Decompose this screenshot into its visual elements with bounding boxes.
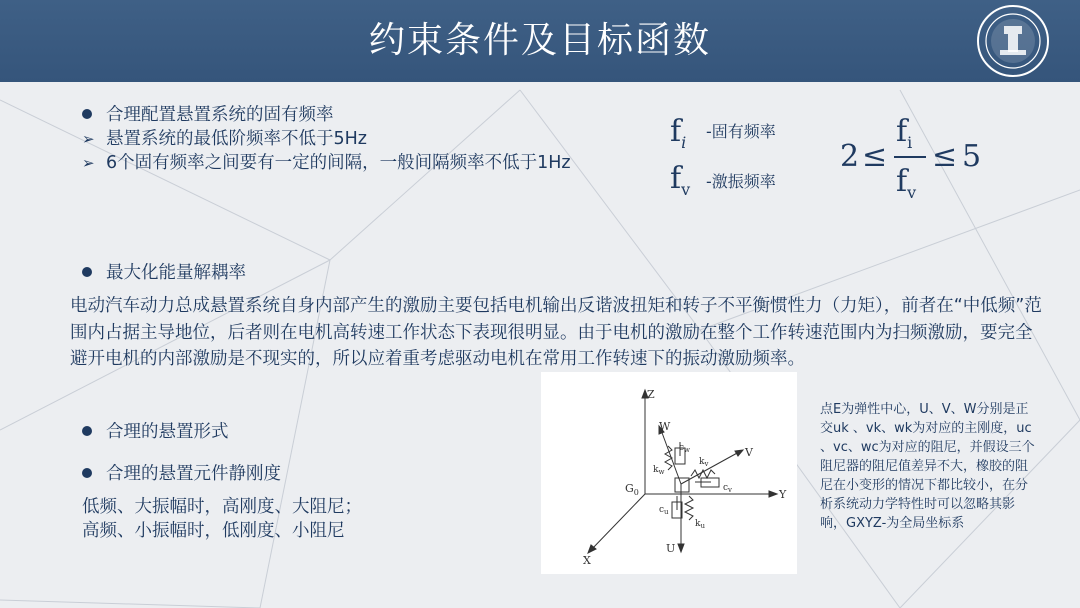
bullet-dot-icon — [82, 267, 92, 277]
cw-label: $c_w$ — [679, 443, 691, 454]
sub-item-frequency-interval — [82, 152, 571, 175]
fi-symbol: $f_i$ — [670, 114, 687, 152]
sub-item-lowest-frequency — [82, 128, 367, 151]
spring-ku — [685, 496, 693, 520]
fraction-bar — [894, 156, 926, 158]
u-label: U — [666, 542, 676, 555]
mount-block — [675, 478, 689, 492]
origin-label: $G_0$ — [625, 482, 639, 497]
mount-model-diagram — [541, 372, 797, 574]
w-label: W — [659, 420, 671, 433]
bullet-mount-form — [82, 421, 229, 444]
kv-label: $k_v$ — [699, 457, 709, 468]
formula-lower-bound: 2 — [840, 139, 860, 174]
university-logo-icon — [976, 4, 1050, 78]
bullet-energy-decoupling — [82, 262, 246, 285]
bullet-natural-frequency — [82, 104, 334, 127]
formula-le-left: ≤ — [862, 139, 888, 174]
y-label: Y — [779, 488, 787, 501]
formula-upper-bound: 5 — [962, 139, 982, 174]
ku-label: $k_u$ — [695, 519, 705, 530]
mount-diagram-svg — [541, 372, 797, 574]
sub-item-text: 6个固有频率之间要有一定的间隔，一般间隔频率不低于1Hz — [106, 153, 571, 173]
section3-heading: 合理的悬置形式 — [106, 422, 229, 442]
y-axis-arrow — [769, 491, 777, 497]
bullet-dot-icon — [82, 468, 92, 478]
stiffness-line-low-frequency: 低频、大振幅时，高刚度、大阻尼； — [82, 497, 362, 517]
fv-label: -激振频率 — [706, 172, 776, 191]
v-axis — [681, 452, 739, 484]
bullet-dot-icon — [82, 109, 92, 119]
formula-denominator: $f_v$ — [896, 164, 917, 202]
fv-symbol: $f_v$ — [670, 161, 691, 199]
arrow-bullet-icon: ➢ — [82, 130, 95, 148]
z-label: Z — [647, 388, 655, 401]
section4-heading: 合理的悬置元件静刚度 — [106, 464, 281, 484]
cu-label: $c_u$ — [659, 505, 669, 516]
section1-heading: 合理配置悬置系统的固有频率 — [106, 105, 334, 125]
stiffness-line-high-frequency: 高频、小振幅时，低刚度、小阻尼 — [82, 521, 345, 541]
formula-numerator: $f_i$ — [896, 114, 913, 152]
kw-label: $k_w$ — [653, 465, 665, 476]
x-axis — [591, 494, 645, 550]
section2-heading: 最大化能量解耦率 — [106, 263, 246, 283]
title-bar — [0, 0, 1080, 82]
bullet-dot-icon — [82, 426, 92, 436]
frequency-ratio-formula — [838, 112, 988, 207]
page-title: 约束条件及目标函数 — [368, 20, 711, 61]
x-label: X — [583, 554, 591, 567]
fi-label: -固有频率 — [706, 122, 776, 141]
cv-label: $c_v$ — [723, 483, 733, 494]
sub-item-text: 悬置系统的最低阶频率不低于5Hz — [106, 129, 367, 149]
formula-le-right: ≤ — [932, 139, 958, 174]
v-label: V — [745, 446, 753, 459]
arrow-bullet-icon: ➢ — [82, 154, 95, 172]
bullet-static-stiffness — [82, 463, 281, 486]
diagram-note: 点E为弹性中心，U、V、W分别是正交uk 、vk、wk为对应的主刚度，uc 、vc、wc为对应的阻尼，并假设三个阻尼器的阻尼值差异不大，橡胶的阻尼在小变形的情况下都比较小，在分析系统动力学特性时可以忽略其影响，GXYZ-为全局坐标系 — [820, 402, 1035, 531]
excitation-paragraph: 电动汽车动力总成悬置系统自身内部产生的激励主要包括电机输出反谐波扭矩和转子不平衡惯性力（力矩），前者在“中低频”范围内占据主导地位，后者则在电机高转速工作状态下表现很明显。由于电机的激励在整个工作转速范围内为扫频激励，要完全避开电机的内部激励是不现实的，所以应着重考虑驱动电机在常用工作转速下的振动激励频率。 — [70, 296, 1042, 369]
